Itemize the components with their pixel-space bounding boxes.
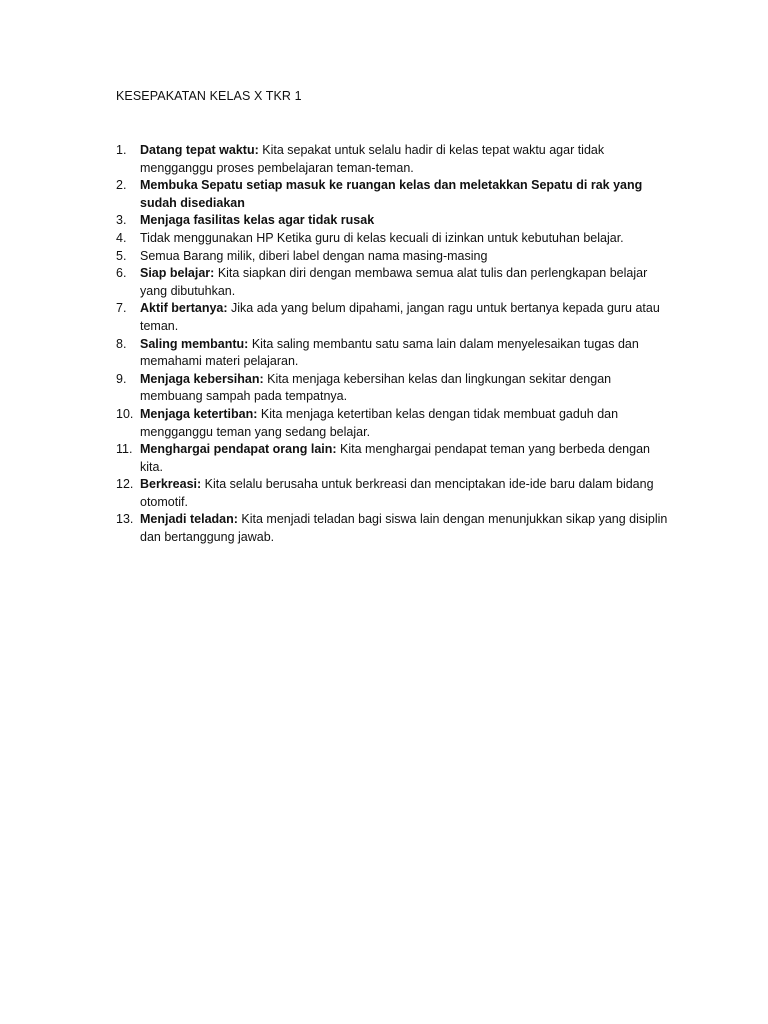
list-item-title: Menjaga fasilitas kelas agar tidak rusak bbox=[140, 213, 375, 228]
rules-list bbox=[116, 142, 676, 547]
list-item bbox=[116, 441, 676, 476]
list-item-number: 2. bbox=[116, 178, 127, 193]
list-item-title: Menjaga ketertiban: bbox=[140, 406, 258, 421]
list-item-number: 5. bbox=[116, 248, 127, 263]
list-item-title: Aktif bertanya: bbox=[140, 301, 228, 316]
list-item bbox=[116, 336, 676, 371]
list-item-number: 7. bbox=[116, 301, 127, 316]
list-item-text: Kita menjaga ketertiban kelas dengan tidak membuat gaduh dan mengganggu teman yang sedang belajar. bbox=[140, 406, 619, 439]
list-item bbox=[116, 212, 676, 230]
list-item bbox=[116, 371, 676, 406]
list-item-title: Siap belajar: bbox=[140, 266, 215, 281]
list-item-text: Kita siapkan diri dengan membawa semua alat tulis dan perlengkapan belajar yang dibutuhkan. bbox=[140, 266, 648, 298]
list-item-text: Kita sepakat untuk selalu hadir di kelas tepat waktu agar tidak mengganggu proses pembelajaran teman-teman. bbox=[140, 143, 605, 175]
list-item-number: 4. bbox=[116, 230, 127, 245]
list-item bbox=[116, 476, 676, 511]
list-item bbox=[116, 265, 676, 300]
list-item bbox=[116, 177, 676, 212]
list-item bbox=[116, 300, 676, 335]
list-item-text: Kita menghargai pendapat teman yang berbeda dengan kita. bbox=[140, 442, 650, 474]
list-item-number: 6. bbox=[116, 266, 127, 281]
list-item bbox=[116, 406, 676, 441]
list-item-text: Kita selalu berusaha untuk berkreasi dan menciptakan ide-ide baru dalam bidang otomotif. bbox=[140, 477, 654, 509]
list-item-number: 13. bbox=[116, 512, 134, 527]
list-item bbox=[116, 142, 676, 177]
list-item bbox=[116, 511, 676, 546]
list-item-number: 1. bbox=[116, 143, 127, 157]
list-item-text: Jika ada yang belum dipahami, jangan ragu untuk bertanya kepada guru atau teman. bbox=[140, 301, 660, 333]
list-item-number: 12. bbox=[116, 477, 134, 492]
list-item bbox=[116, 248, 676, 266]
list-item-text: Kita menjadi teladan bagi siswa lain dengan menunjukkan sikap yang disiplin dan bertanggung jawab. bbox=[140, 512, 668, 545]
list-item-number: 8. bbox=[116, 336, 127, 351]
list-item-title: Membuka Sepatu setiap masuk ke ruangan kelas dan meletakkan Sepatu di rak yang sudah disediakan bbox=[140, 178, 643, 210]
list-item-title: Datang tepat waktu: bbox=[140, 143, 259, 157]
list-item bbox=[116, 230, 676, 248]
list-item-text: Kita menjaga kebersihan kelas dan lingkungan sekitar dengan membuang sampah pada tempatnya. bbox=[140, 371, 612, 404]
list-item-text: Semua Barang milik, diberi label dengan nama masing-masing bbox=[140, 248, 488, 263]
list-item-title: Menjaga kebersihan: bbox=[140, 371, 264, 386]
list-item-text: Kita saling membantu satu sama lain dalam menyelesaikan tugas dan memahami materi pelajaran. bbox=[140, 336, 639, 369]
list-item-title: Menjadi teladan: bbox=[140, 512, 238, 527]
list-item-number: 10. bbox=[116, 406, 134, 421]
list-item-title: Saling membantu: bbox=[140, 336, 249, 351]
list-item-text: Tidak menggunakan HP Ketika guru di kelas kecuali di izinkan untuk kebutuhan belajar. bbox=[140, 230, 624, 245]
list-item-title: Berkreasi: bbox=[140, 477, 202, 492]
list-item-number: 11. bbox=[116, 442, 133, 457]
document-title: KESEPAKATAN KELAS X TKR 1 bbox=[116, 89, 302, 103]
list-item-title: Menghargai pendapat orang lain: bbox=[140, 442, 337, 457]
list-item-number: 9. bbox=[116, 371, 127, 386]
list-item-number: 3. bbox=[116, 213, 127, 228]
